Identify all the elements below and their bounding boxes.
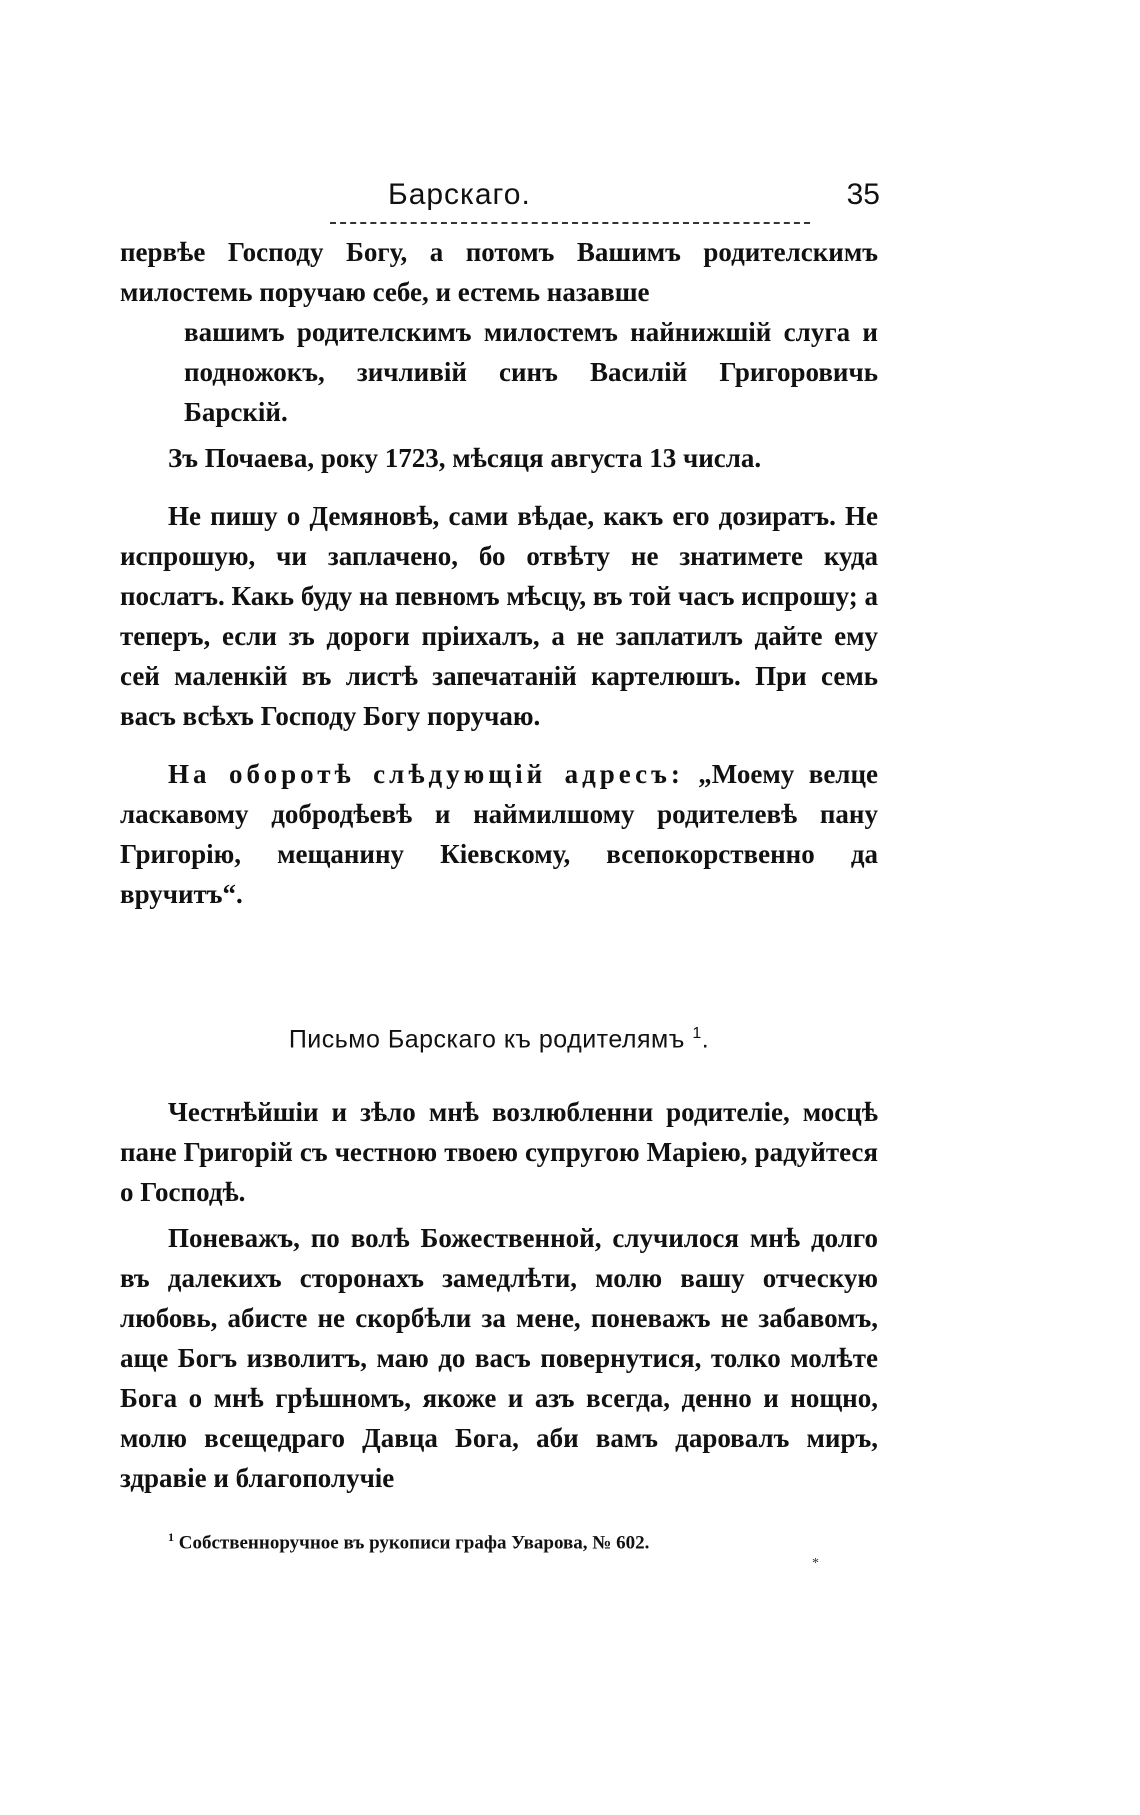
header-rule bbox=[330, 222, 810, 224]
section-title-text: Письмо Барскаго къ родителямъ bbox=[288, 1025, 685, 1054]
footnote bbox=[168, 1530, 868, 1554]
paragraph-salutation: Честнѣйшіи и зѣло мнѣ возлюбленни родителіе, мосцѣ пане Григорій съ честною твоею супругою Маріею, радуйтеся о Господѣ. bbox=[120, 1097, 878, 1207]
section-title: Письмо Барскаго къ родителямъ $^1$. bbox=[288, 1025, 710, 1054]
margin-mark: * bbox=[812, 1556, 819, 1571]
paragraph-closing: первѣе Господу Богу, а потомъ Вашимъ родителскимъ милостемь поручаю себе, и естемь назавше bbox=[120, 237, 878, 307]
footnote-text: Собственноручное въ рукописи графа Уварова, № 602. bbox=[178, 1532, 650, 1554]
paragraph-postscript: Не пишу о Демяновѣ, сами вѣдае, какъ его дозиратъ. Не испрошую, чи заплачено, бо отвѣту не знатимете куда послатъ. Какь буду на певномъ мѣсцу, въ той часъ испрошу; а теперъ, если зъ дороги пріихалъ, а не заплатилъ дайте ему сей маленкій въ листѣ запечатаній картелюшъ. При семь васъ всѣхъ Господу Богу поручаю. bbox=[120, 501, 878, 731]
letter-closing-block bbox=[120, 232, 878, 914]
running-title: Барскаго. bbox=[388, 178, 531, 211]
paragraph-body: Поневажъ, по волѣ Божественной, случилося мнѣ долго въ далекихъ сторонахъ замедлѣти, молю вашу отческую любовь, абисте не скорбѣли за мене, поневажъ не забавомъ, аще Богъ изволитъ, маю до васъ повернутися, толко молѣте Бога о мнѣ грѣшномъ, якоже и азъ всегда, денно и нощно, молю всещедраго Давца Бога, аби вамъ даровалъ миръ, здравіе и благополучіе bbox=[120, 1223, 878, 1493]
page-number: 35 bbox=[846, 178, 880, 211]
paragraph-signature: вашимъ родителскимъ милостемъ найнижшій слуга и подножокъ, зичливій синъ Василій Григоровичь Барскій. bbox=[184, 317, 878, 427]
address-lead: На оборотѣ слѣдующій адресъ: bbox=[168, 759, 684, 789]
running-head bbox=[120, 178, 880, 228]
address-text: „Моему велце ласкавому добродѣевѣ и наймилшому родителевѣ пану Григорію, мещанину Кіевскому, всепокорственно да вручитъ“. bbox=[120, 759, 878, 909]
footnote-marker: 1 bbox=[168, 1530, 174, 1544]
paragraph-address bbox=[120, 754, 878, 914]
letter-body-block bbox=[120, 1092, 878, 1498]
footnote-reference: 1 bbox=[692, 1025, 702, 1042]
paragraph-date: Зъ Почаева, року 1723, мѣсяця августа 13 числа. bbox=[168, 443, 762, 473]
